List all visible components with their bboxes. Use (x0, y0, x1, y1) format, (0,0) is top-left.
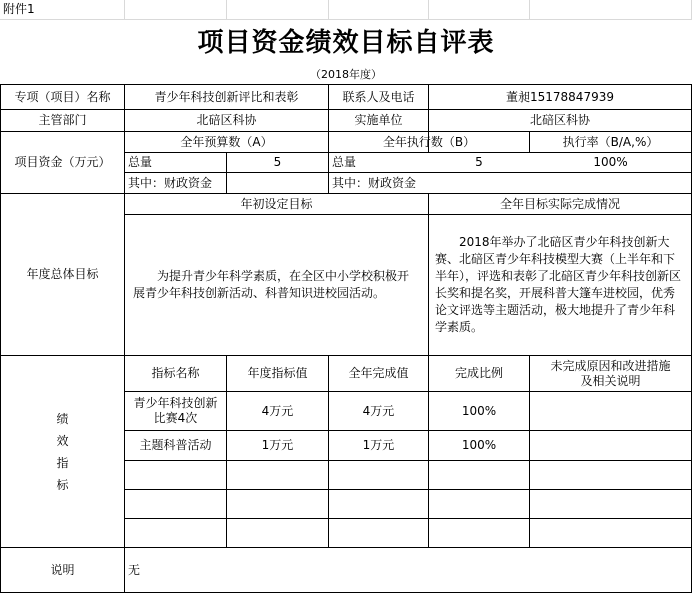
budget-total-label: 总量 (128, 155, 153, 169)
gridline (328, 0, 329, 19)
contact-value: 董昶15178847939 (506, 89, 614, 104)
budget-fiscal-label: 其中：财政资金 (128, 175, 213, 190)
gridline (428, 0, 429, 19)
exec-total-label: 总量 (332, 155, 357, 169)
indicator-header-target: 年度指标值 (247, 366, 308, 380)
exec-fiscal-label: 其中：财政资金 (332, 175, 417, 190)
indicator-row-4-name (125, 490, 226, 518)
attachment-label: 附件1 (3, 2, 35, 16)
project-name-value: 青少年科技创新评比和表彰 (154, 89, 299, 104)
remark-value: 无 (128, 562, 141, 577)
indicator-row-1-ratio: 100% (461, 403, 497, 418)
initial-goal-text: 为提升青少年科学素质，在全区中小学校积极开展青少年科技创新活动、科普知识进校园活动。 (133, 269, 410, 300)
actual-completion-header: 全年目标实际完成情况 (499, 196, 620, 211)
funds-label: 项目资金（万元） (14, 155, 111, 169)
indicator-row-1-actual: 4万元 (362, 403, 395, 418)
indicator-row-1-reason (530, 392, 691, 430)
impl-unit-value: 北碚区科协 (529, 113, 590, 127)
indicator-row-2-actual: 1万元 (362, 438, 395, 452)
annual-goal-label: 年度总体目标 (26, 267, 99, 281)
impl-unit-label: 实施单位 (354, 113, 403, 127)
gridline (0, 19, 692, 20)
indicator-row-2-name: 主题科普活动 (139, 438, 212, 452)
indicator-row-5-name (125, 519, 226, 547)
rate-value: 100% (593, 155, 628, 169)
year-note: （2018年度） (310, 67, 382, 81)
gridline (124, 0, 125, 19)
exec-header: 全年执行数（B） (382, 134, 476, 149)
dept-value: 北碚区科协 (196, 113, 257, 127)
actual-completion-text: 2018年举办了北碚区青少年科技创新大赛、北碚区青少年科技模型大赛（上半年和下半年），评选和表彰了北碚区青少年科技创新区长奖和提名奖，开展科普大篷车进校园，优秀论文评选等主题活动，极大地提升了青少年科学素质。 (435, 235, 682, 334)
budget-total-value: 5 (273, 155, 282, 169)
page-title: 项目资金绩效目标自评表 (197, 27, 495, 58)
dept-label: 主管部门 (38, 113, 87, 127)
gridline (226, 0, 227, 19)
indicator-row-2-target: 1万元 (261, 438, 294, 452)
indicator-row-2-reason (530, 431, 691, 460)
exec-total-value: 5 (475, 155, 483, 169)
gridline (529, 0, 530, 19)
remark-label: 说明 (50, 562, 75, 577)
project-name-label: 专项（项目）名称 (14, 89, 111, 104)
indicator-row-1-target: 4万元 (261, 403, 294, 418)
performance-indicators-label: 绩效指标 (56, 411, 69, 492)
indicator-header-reason: 未完成原因和改进措施及相关说明 (550, 358, 671, 388)
indicator-header-actual: 全年完成值 (348, 366, 409, 380)
indicator-header-name: 指标名称 (151, 366, 200, 380)
budget-header: 全年预算数（A） (180, 134, 273, 149)
indicator-row-3-name (125, 461, 226, 489)
contact-label: 联系人及电话 (342, 89, 415, 104)
initial-goal-header: 年初设定目标 (240, 196, 313, 211)
indicator-row-2-ratio: 100% (461, 438, 497, 452)
indicator-row-1-name: 青少年科技创新比赛4次 (133, 396, 218, 425)
rate-header: 执行率（B/A,%） (562, 134, 659, 149)
indicator-header-ratio: 完成比例 (454, 366, 503, 380)
